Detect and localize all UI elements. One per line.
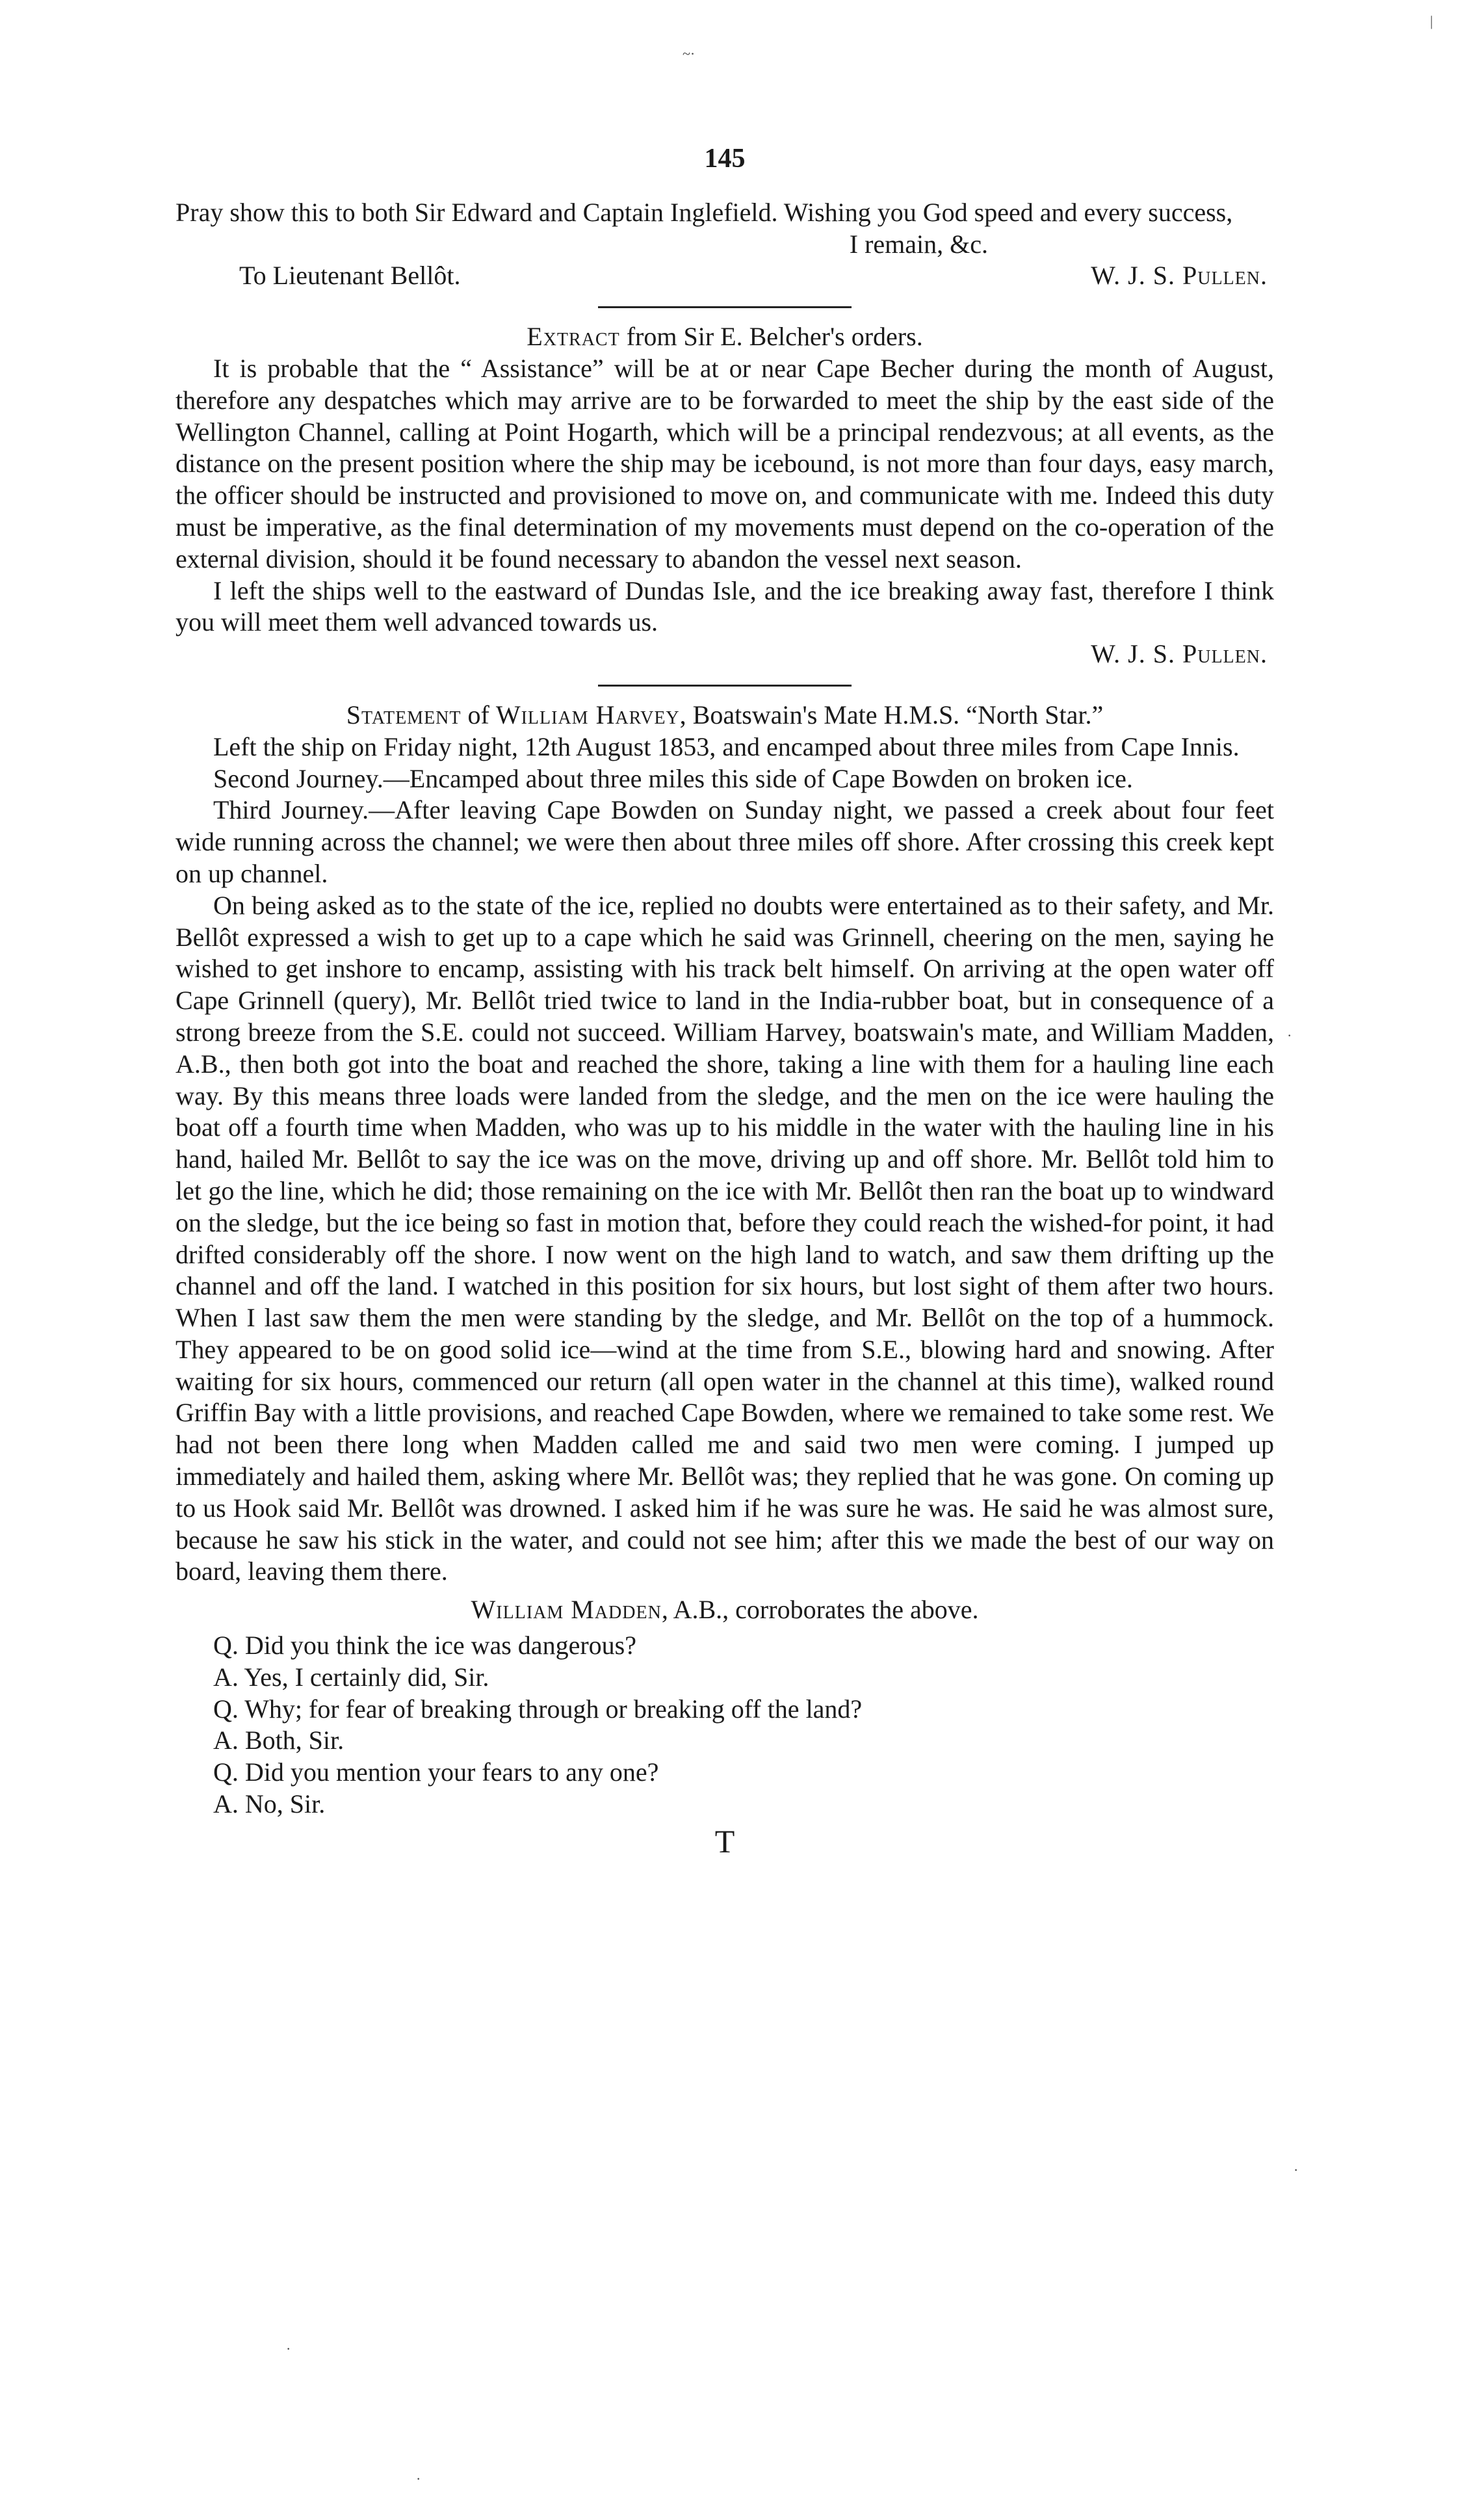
document-page	[176, 143, 1274, 1857]
corroboration-rest: , A.B., corroborates the above.	[661, 1595, 979, 1625]
statement-paragraph: Left the ship on Friday night, 12th August 1853, and encamped about three miles from Cape Innis.	[213, 731, 1240, 761]
ink-mark: |	[1430, 13, 1433, 29]
letter-remain: I remain, &c.	[849, 229, 988, 259]
page-number: 145	[704, 144, 746, 174]
letter-closing-paragraph: Pray show this to both Sir Edward and Captain Inglefield. Wishing you God speed and every success,	[176, 197, 1233, 227]
ink-mark: ·	[1287, 1027, 1292, 1043]
ink-mark: ·	[416, 2471, 421, 2487]
ink-mark: ~·	[683, 46, 696, 62]
letter-address-line	[176, 260, 1274, 292]
statement-heading-rest: , Boatswain's Mate H.M.S. “North Star.”	[679, 700, 1104, 729]
statement-paragraph: Third Journey.—After leaving Cape Bowden on Sunday night, we passed a creek about four feet wide running across the channel; we were then about three miles off shore. After crossing this creek kept on up channel.	[176, 795, 1274, 888]
corroboration-name: William Madden	[471, 1595, 662, 1625]
letter-recipient: To Lieutenant Bellôt.	[239, 261, 461, 291]
statement-heading	[176, 700, 1274, 731]
qa-line: Q. Why; for fear of breaking through or breaking off the land?	[213, 1694, 863, 1724]
section-divider	[598, 306, 852, 308]
extract-signature: W. J. S. Pullen.	[1091, 639, 1268, 669]
qa-line: A. No, Sir.	[213, 1789, 326, 1819]
ink-mark: ·	[1294, 2162, 1299, 2178]
section-divider	[598, 685, 852, 687]
extract-heading-rest: from Sir E. Belcher's orders.	[619, 322, 923, 352]
statement-paragraph: On being asked as to the state of the ice, replied no doubts were entertained as to their safety, and Mr. Bellôt expressed a wish to get up to a cape which he said was Grinnell, cheering on the men, saying he wished to get inshore to encamp, assisting with his track belt himself. On arriving at the open water off Cape Grinnell (query), Mr. Bellôt tried twice to land in the India-rubber boat, but in consequence of a strong breeze from the S.E. could not succeed. William Harvey, boatswain's mate, and William Madden, A.B., then both got into the boat and reached the shore, taking a line with them for a hauling line each way. By this means three loads were landed from the sledge, and the men on the ice were hauling the boat off a fourth time when Madden, who was up to his middle in the water with the hauling line in his hand, hailed Mr. Bellôt to say the ice was on the move, driving up and off shore. Mr. Bellôt told him to let go the line, which he did; those remaining on the ice with Mr. Bellôt then ran the boat up to windward on the sledge, but the ice being so fast in motion that, before they could reach the wished-for point, it had drifted considerably off the shore. I now went on the high land to watch, and saw them drifting up the channel and off the land. I watched in this position for six hours, but lost sight of them after two hours. When I last saw them the men were standing by the sledge, and Mr. Bellôt on the top of a hummock. They appeared to be on good solid ice—wind at the time from S.E., blowing hard and snowing. After waiting for six hours, commenced our return (all open water in the channel at this time), walked round Griffin Bay with a little provisions, and reached Cape Bowden, where we remained to take some rest. We had not been there long when Madden called me and said two men were coming. I jumped up immediately and hailed them, asking where Mr. Bellôt was; they replied that he was gone. On coming up to us Hook said Mr. Bellôt was drowned. I asked him if he was sure he was. He said he was almost sure, because he saw his stick in the water, and could not see him; after this we made the best of our way on board, leaving them there.	[176, 890, 1274, 1586]
extract-heading	[176, 321, 1274, 353]
statement-heading-name: William Harvey	[495, 700, 680, 729]
qa-line: A. Both, Sir.	[213, 1726, 345, 1755]
statement-paragraph: Second Journey.—Encamped about three miles this side of Cape Bowden on broken ice.	[213, 763, 1133, 793]
corroboration-line	[176, 1594, 1274, 1626]
qa-line: A. Yes, I certainly did, Sir.	[213, 1662, 489, 1692]
question-answer-list	[176, 1630, 1274, 1820]
qa-line: Q. Did you think the ice was dangerous?	[213, 1631, 636, 1660]
qa-line: Q. Did you mention your fears to any one?	[213, 1757, 659, 1787]
extract-paragraph-1: It is probable that the “ Assistance” will be at or near Cape Becher during the month of August, therefore any despatches which may arrive are to be forwarded to meet the ship by the east side of the Wellington Channel, calling at Point Hogarth, which will be a principal rendezvous; at all events, as the distance on the present position where the ship may be icebound, is not more than four days, easy march, the officer should be instructed and provisioned to move on, and communicate with me. Indeed this duty must be imperative, as the final determination of my movements must depend on the co-operation of the external division, should it be found necessary to abandon the vessel next season.	[176, 353, 1274, 573]
letter-signature: W. J. S. Pullen.	[1091, 261, 1268, 291]
printer-signature-letter: T	[714, 1822, 735, 1859]
ink-mark: ·	[286, 2341, 291, 2357]
extract-heading-word: Extract	[527, 322, 620, 352]
extract-paragraph-2: I left the ships well to the eastward of Dundas Isle, and the ice breaking away fast, therefore I think you will meet them well advanced towards us.	[176, 575, 1274, 637]
statement-heading-word: Statement	[346, 700, 462, 729]
statement-heading-of: of	[461, 700, 496, 729]
